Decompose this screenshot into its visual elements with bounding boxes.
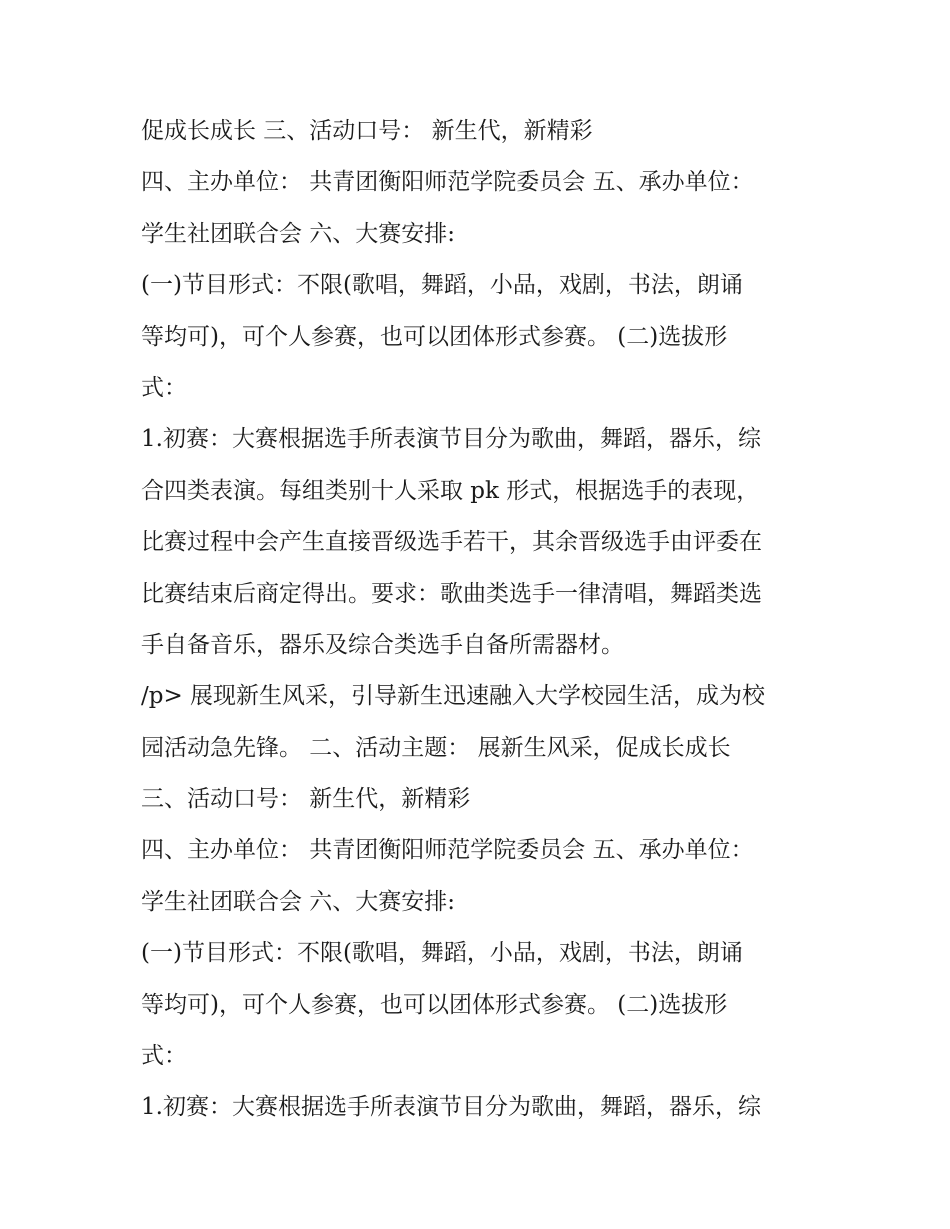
text-line: 四、主办单位： 共青团衡阳师范学院委员会 五、承办单位： xyxy=(141,837,754,864)
text-line: 式： xyxy=(141,1043,187,1070)
text-line: 式： xyxy=(141,374,187,401)
text-line: 促成长成长 三、活动口号： 新生代，新精彩 xyxy=(141,118,593,144)
text-line: 等均可)，可个人参赛，也可以团体形式参赛。 (二)选拔形 xyxy=(141,323,728,350)
text-line: 等均可)，可个人参赛，也可以团体形式参赛。 (二)选拔形 xyxy=(141,991,728,1018)
text-line: 1.初赛：大赛根据选手所表演节目分为歌曲，舞蹈，器乐，综 xyxy=(141,426,761,453)
text-line: 学生社团联合会 六、大赛安排: xyxy=(141,220,456,247)
text-line: 三、活动口号： 新生代，新精彩 xyxy=(141,786,471,813)
text-line: 合四类表演。每组类别十人采取 pk 形式，根据选手的表现， xyxy=(141,477,760,504)
text-line: (一)节目形式：不限(歌唱，舞蹈，小品，戏剧，书法，朗诵 xyxy=(141,272,743,299)
text-line: 比赛结束后商定得出。要求：歌曲类选手一律清唱，舞蹈类选 xyxy=(141,580,762,607)
text-line: 手自备音乐，器乐及综合类选手自备所需器材。 xyxy=(141,631,624,658)
text-line: 1.初赛：大赛根据选手所表演节目分为歌曲，舞蹈，器乐，综 xyxy=(141,1094,761,1121)
body-text xyxy=(141,106,831,1134)
text-line: /p> 展现新生风采，引导新生迅速融入大学校园生活，成为校 xyxy=(141,683,766,710)
text-line: 四、主办单位： 共青团衡阳师范学院委员会 五、承办单位： xyxy=(141,169,754,196)
text-line: 比赛过程中会产生直接晋级选手若干，其余晋级选手由评委在 xyxy=(141,529,762,556)
text-line: 园活动急先锋。 二、活动主题： 展新生风采，促成长成长 xyxy=(141,734,731,761)
text-line: 学生社团联合会 六、大赛安排: xyxy=(141,888,456,915)
text-line: (一)节目形式：不限(歌唱，舞蹈，小品，戏剧，书法，朗诵 xyxy=(141,940,743,967)
